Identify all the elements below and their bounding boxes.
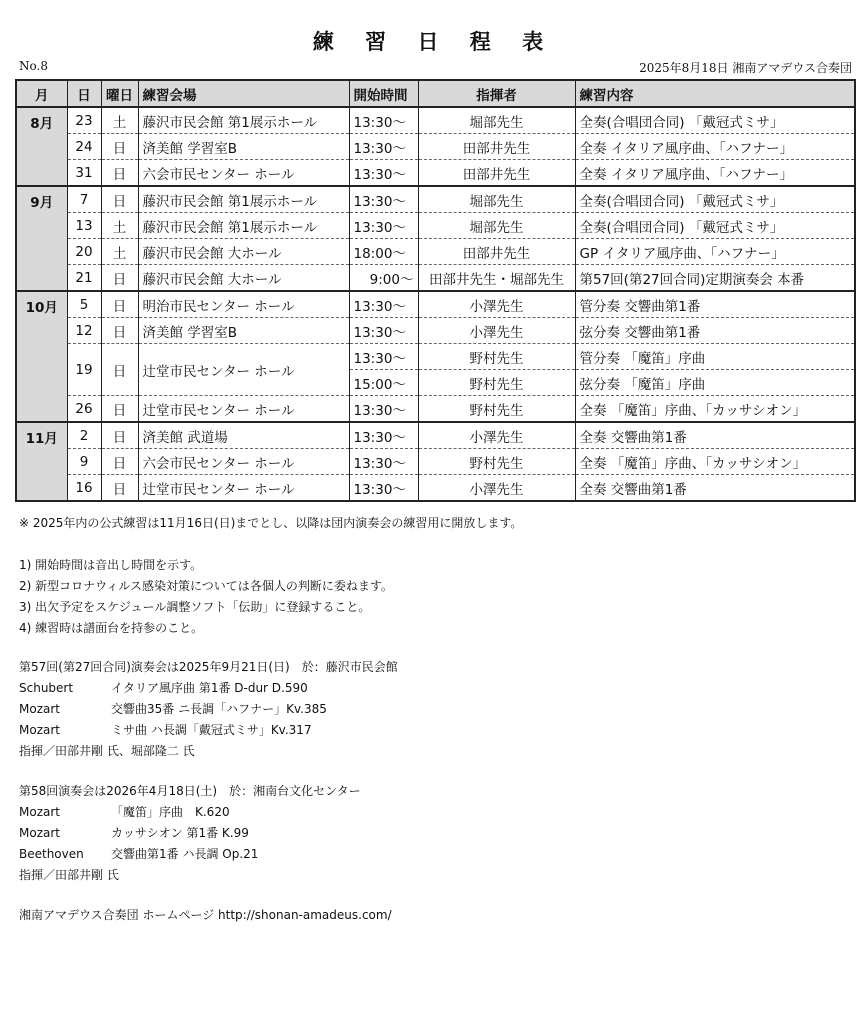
table-row — [16, 475, 855, 502]
weekday-cell: 日 — [101, 160, 138, 187]
start-time-cell: 13:30〜 — [349, 291, 418, 318]
document-number: No.8 — [19, 59, 48, 73]
venue-cell: 済美館 武道場 — [138, 422, 349, 449]
content-cell: 全奏 交響曲第1番 — [575, 475, 855, 502]
venue-cell: 明治市民センター ホール — [138, 291, 349, 318]
month-cell: 9月 — [16, 186, 67, 291]
weekday-cell: 日 — [101, 396, 138, 423]
conductor-cell: 田部井先生 — [418, 239, 575, 265]
conductor-cell: 小澤先生 — [418, 291, 575, 318]
day-cell: 9 — [67, 449, 101, 475]
conductor-cell: 堀部先生 — [418, 186, 575, 213]
content-cell: 弦分奏 「魔笛」序曲 — [575, 370, 855, 396]
venue-cell: 藤沢市民会館 第1展示ホール — [138, 107, 349, 134]
table-row — [16, 318, 855, 344]
day-cell: 24 — [67, 134, 101, 160]
weekday-cell: 日 — [101, 475, 138, 502]
venue-cell: 辻堂市民センター ホール — [138, 396, 349, 423]
day-cell: 26 — [67, 396, 101, 423]
conductor-cell: 田部井先生・堀部先生 — [418, 265, 575, 292]
content-cell: 管分奏 「魔笛」序曲 — [575, 344, 855, 370]
footer-homepage: 湘南アマデウス合奏団 ホームページ http://shonan-amadeus.com/ — [19, 908, 392, 922]
day-cell: 5 — [67, 291, 101, 318]
composer: Mozart — [19, 826, 60, 840]
start-time-cell: 13:30〜 — [349, 475, 418, 502]
col-header-venue: 練習会場 — [138, 80, 349, 107]
conductor-cell: 堀部先生 — [418, 213, 575, 239]
table-row — [16, 422, 855, 449]
content-cell: 全奏(合唱団合同) 「戴冠式ミサ」 — [575, 186, 855, 213]
content-cell: 全奏(合唱団合同) 「戴冠式ミサ」 — [575, 107, 855, 134]
program-item — [19, 802, 361, 823]
weekday-cell: 日 — [101, 186, 138, 213]
day-cell: 20 — [67, 239, 101, 265]
month-cell: 8月 — [16, 107, 67, 186]
venue-cell: 済美館 学習室B — [138, 318, 349, 344]
weekday-cell: 土 — [101, 239, 138, 265]
rule-item: 1) 開始時間は音出し時間を示す。 — [19, 558, 203, 572]
table-row — [16, 396, 855, 423]
start-time-cell: 13:30〜 — [349, 422, 418, 449]
concert-57-block — [19, 657, 398, 762]
concert-conductors: 指揮／田部井剛 氏 — [19, 868, 119, 882]
content-cell: 全奏 イタリア風序曲、「ハフナー」 — [575, 134, 855, 160]
content-cell: 全奏 「魔笛」序曲、「カッサシオン」 — [575, 449, 855, 475]
conductor-cell: 堀部先生 — [418, 107, 575, 134]
col-header-weekday: 曜日 — [101, 80, 138, 107]
conductor-cell: 田部井先生 — [418, 134, 575, 160]
conductor-cell: 野村先生 — [418, 344, 575, 370]
col-header-conductor: 指揮者 — [418, 80, 575, 107]
schedule-table — [15, 79, 856, 502]
start-time-cell: 9:00〜 — [349, 265, 418, 292]
start-time-cell: 13:30〜 — [349, 344, 418, 370]
start-time-cell: 15:00〜 — [349, 370, 418, 396]
content-cell: 弦分奏 交響曲第1番 — [575, 318, 855, 344]
day-cell: 2 — [67, 422, 101, 449]
weekday-cell: 日 — [101, 422, 138, 449]
program-item — [19, 720, 398, 741]
concert-58-block — [19, 781, 361, 886]
table-row — [16, 239, 855, 265]
table-row — [16, 213, 855, 239]
start-time-cell: 13:30〜 — [349, 160, 418, 187]
weekday-cell: 日 — [101, 134, 138, 160]
venue-cell: 辻堂市民センター ホール — [138, 344, 349, 396]
conductor-cell: 野村先生 — [418, 396, 575, 423]
day-cell: 16 — [67, 475, 101, 502]
weekday-cell: 土 — [101, 213, 138, 239]
work: 交響曲35番 ニ長調「ハフナー」Kv.385 — [111, 702, 327, 716]
composer: Mozart — [19, 702, 60, 716]
content-cell: 全奏 イタリア風序曲、「ハフナー」 — [575, 160, 855, 187]
program-item — [19, 844, 361, 865]
table-row — [16, 160, 855, 187]
day-cell: 19 — [67, 344, 101, 396]
start-time-cell: 13:30〜 — [349, 186, 418, 213]
weekday-cell: 日 — [101, 344, 138, 396]
venue-cell: 六会市民センター ホール — [138, 160, 349, 187]
day-cell: 23 — [67, 107, 101, 134]
month-cell: 11月 — [16, 422, 67, 501]
program-item — [19, 699, 398, 720]
content-cell: 全奏 交響曲第1番 — [575, 422, 855, 449]
rule-item: 2) 新型コロナウィルス感染対策については各個人の判断に委ねます。 — [19, 579, 393, 593]
work: ミサ曲 ハ長調「戴冠式ミサ」Kv.317 — [111, 723, 312, 737]
col-header-day: 日 — [67, 80, 101, 107]
venue-cell: 済美館 学習室B — [138, 134, 349, 160]
month-cell: 10月 — [16, 291, 67, 422]
start-time-cell: 13:30〜 — [349, 107, 418, 134]
table-row — [16, 107, 855, 134]
conductor-cell: 小澤先生 — [418, 318, 575, 344]
conductor-cell: 野村先生 — [418, 449, 575, 475]
program-item — [19, 678, 398, 699]
content-cell: 全奏(合唱団合同) 「戴冠式ミサ」 — [575, 213, 855, 239]
table-row — [16, 186, 855, 213]
start-time-cell: 13:30〜 — [349, 213, 418, 239]
weekday-cell: 土 — [101, 107, 138, 134]
day-cell: 7 — [67, 186, 101, 213]
start-time-cell: 18:00〜 — [349, 239, 418, 265]
program-item — [19, 823, 361, 844]
conductor-cell: 小澤先生 — [418, 475, 575, 502]
venue-cell: 藤沢市民会館 大ホール — [138, 265, 349, 292]
day-cell: 12 — [67, 318, 101, 344]
composer: Beethoven — [19, 847, 84, 861]
venue-cell: 六会市民センター ホール — [138, 449, 349, 475]
work: イタリア風序曲 第1番 D-dur D.590 — [111, 681, 308, 695]
content-cell: GP イタリア風序曲、「ハフナー」 — [575, 239, 855, 265]
start-time-cell: 13:30〜 — [349, 396, 418, 423]
venue-cell: 藤沢市民会館 第1展示ホール — [138, 186, 349, 213]
rule-item: 3) 出欠予定をスケジュール調整ソフト「伝助」に登録すること。 — [19, 600, 371, 614]
day-cell: 21 — [67, 265, 101, 292]
table-row — [16, 344, 855, 370]
notice-text: ※ 2025年内の公式練習は11月16日(日)までとし、以降は団内演奏会の練習用に開放します。 — [19, 516, 523, 530]
day-cell: 13 — [67, 213, 101, 239]
weekday-cell: 日 — [101, 449, 138, 475]
table-row — [16, 291, 855, 318]
concert-conductors: 指揮／田部井剛 氏、堀部隆二 氏 — [19, 744, 195, 758]
col-header-month: 月 — [16, 80, 67, 107]
composer: Mozart — [19, 805, 60, 819]
conductor-cell: 田部井先生 — [418, 160, 575, 187]
weekday-cell: 日 — [101, 318, 138, 344]
concert-heading: 第58回演奏会は2026年4月18日(土) 於：湘南台文化センター — [19, 784, 361, 798]
venue-cell: 藤沢市民会館 大ホール — [138, 239, 349, 265]
content-cell: 管分奏 交響曲第1番 — [575, 291, 855, 318]
conductor-cell: 小澤先生 — [418, 422, 575, 449]
page-title: 練 習 日 程 表 — [312, 29, 556, 54]
composer: Mozart — [19, 723, 60, 737]
work: 交響曲第1番 ハ長調 Op.21 — [111, 847, 259, 861]
venue-cell: 藤沢市民会館 第1展示ホール — [138, 213, 349, 239]
day-cell: 31 — [67, 160, 101, 187]
start-time-cell: 13:30〜 — [349, 318, 418, 344]
conductor-cell: 野村先生 — [418, 370, 575, 396]
start-time-cell: 13:30〜 — [349, 134, 418, 160]
table-row — [16, 265, 855, 292]
col-header-content: 練習内容 — [575, 80, 855, 107]
rule-item: 4) 練習時は譜面台を持参のこと。 — [19, 621, 204, 635]
issue-date-and-organization: 2025年8月18日 湘南アマデウス合奏団 — [639, 61, 852, 75]
concert-heading: 第57回(第27回合同)演奏会は2025年9月21日(日) 於：藤沢市民会館 — [19, 660, 398, 674]
table-header-row — [16, 80, 855, 107]
venue-cell: 辻堂市民センター ホール — [138, 475, 349, 502]
content-cell: 第57回(第27回合同)定期演奏会 本番 — [575, 265, 855, 292]
table-row — [16, 134, 855, 160]
work: カッサシオン 第1番 K.99 — [111, 826, 249, 840]
start-time-cell: 13:30〜 — [349, 449, 418, 475]
col-header-start: 開始時間 — [349, 80, 418, 107]
work: 「魔笛」序曲 K.620 — [111, 805, 230, 819]
table-row — [16, 449, 855, 475]
content-cell: 全奏 「魔笛」序曲、「カッサシオン」 — [575, 396, 855, 423]
composer: Schubert — [19, 681, 74, 695]
weekday-cell: 日 — [101, 265, 138, 292]
weekday-cell: 日 — [101, 291, 138, 318]
rules-list — [19, 555, 393, 639]
